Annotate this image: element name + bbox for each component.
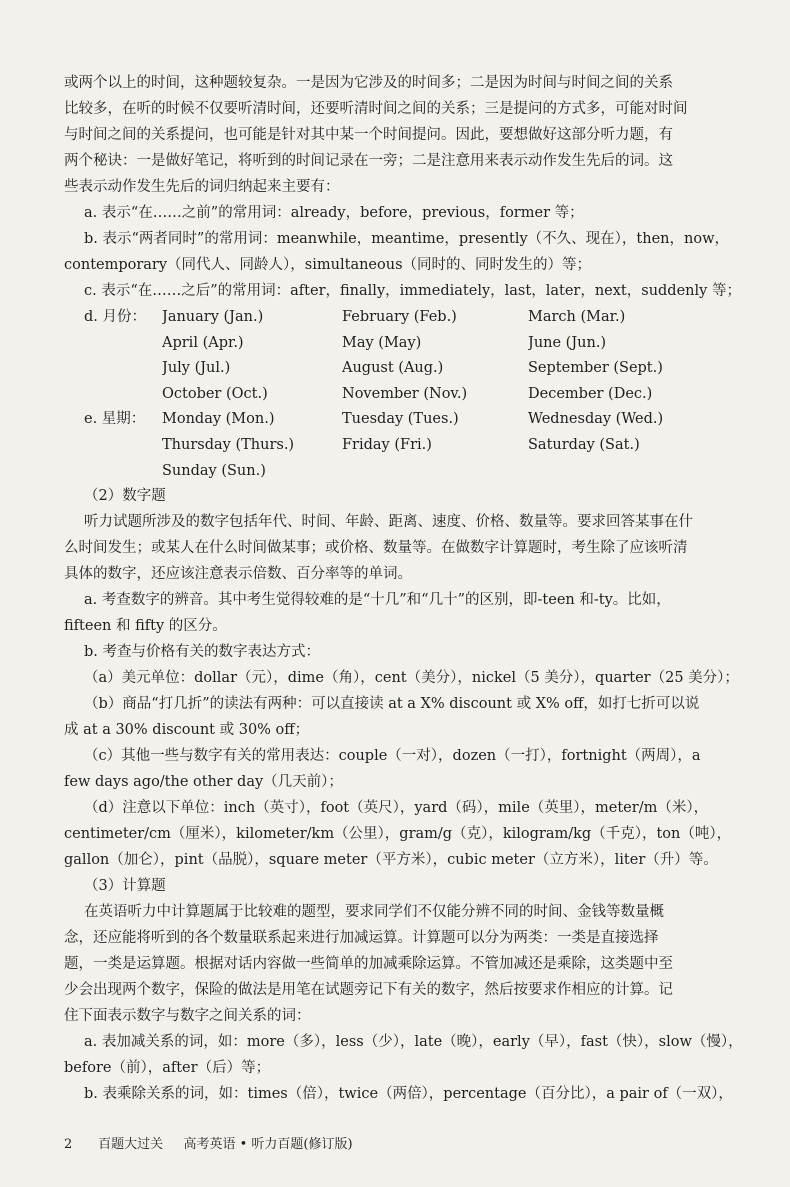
intro-paragraph	[64, 70, 776, 200]
months-table	[64, 304, 776, 406]
months-label: d. 月份：	[84, 309, 146, 325]
text-line: 比较多，在听的时候不仅要听清时间，还要听清时间之间的关系；三是提问的方式多，可能对时间	[64, 101, 688, 117]
weekday-cell: Friday (Fri.)	[342, 436, 432, 453]
numbers-item-b-c: （c）其他一些与数字有关的常用表达：couple（一对），dozen（一打），fortnight（两周），a	[84, 748, 701, 765]
weekday-cell: Tuesday (Tues.)	[342, 411, 459, 428]
section-title-numbers: （2）数字题	[84, 488, 166, 505]
month-cell: August (Aug.)	[342, 360, 444, 377]
text-line: 具体的数字，还应该注意表示倍数、百分率等的单词。	[64, 566, 412, 583]
text-line: 题，一类是运算题。根据对话内容做一些简单的加减乘除运算。不管加减还是乘除，这类题中至	[64, 956, 673, 973]
month-cell: May (May)	[342, 334, 422, 351]
weekday-cell: Monday (Mon.)	[162, 411, 275, 428]
section-title-calculation: （3）计算题	[84, 878, 166, 895]
numbers-paragraph	[64, 509, 776, 587]
month-cell: July (Jul.)	[162, 360, 231, 377]
month-cell: October (Oct.)	[162, 385, 268, 402]
month-cell: March (Mar.)	[528, 309, 626, 325]
numbers-item-a: a. 考查数字的辨音。其中考生觉得较难的是“十几”和“几十”的区别，即-teen 和-ty。比如，	[84, 592, 671, 609]
weekday-cell: Saturday (Sat.)	[528, 436, 640, 453]
month-cell: April (Apr.)	[162, 334, 244, 351]
page-number: 2	[64, 1137, 73, 1152]
list-item-a: a. 表示“在……之前”的常用词：already，before，previous，former 等；	[84, 205, 584, 221]
calc-item-a-cont: before（前），after（后）等；	[64, 1060, 271, 1077]
text-line: 两个秘诀：一是做好笔记，将听到的时间记录在一旁；二是注意用来表示动作发生先后的词。这	[64, 153, 673, 169]
list-item-c: c. 表示“在……之后”的常用词：after，finally，immediately，last，later，next，suddenly 等；	[84, 283, 741, 299]
calculation-paragraph	[64, 899, 776, 1029]
numbers-item-b: b. 考查与价格有关的数字表达方式：	[84, 644, 320, 661]
calc-item-b: b. 表乘除关系的词，如：times（倍），twice（两倍），percentage（百分比），a pair of（一双），	[84, 1086, 733, 1103]
month-cell: September (Sept.)	[528, 360, 663, 377]
month-cell: June (Jun.)	[528, 334, 607, 351]
list-item-b-cont: contemporary（同代人、同龄人），simultaneous（同时的、同时发生的）等；	[64, 257, 592, 273]
text-line: 在英语听力中计算题属于比较难的题型，要求同学们不仅能分辨不同的时间、金钱等数量概	[84, 904, 664, 921]
page-body	[64, 70, 776, 1107]
numbers-item-b-d: （d）注意以下单位：inch（英寸），foot（英尺），yard（码），mile（英里），meter/m（米），	[84, 800, 709, 817]
month-cell: January (Jan.)	[162, 309, 264, 325]
text-line: 与时间之间的关系提问，也可能是针对其中某一个时间提问。因此，要想做好这部分听力题，有	[64, 127, 673, 143]
list-item-b: b. 表示“两者同时”的常用词：meanwhile，meantime，presently（不久、现在），then，now，	[84, 231, 729, 247]
month-cell: November (Nov.)	[342, 385, 468, 402]
text-line: 念，还应能将听到的各个数量联系起来进行加减运算。计算题可以分为两类：一类是直接选择	[64, 930, 659, 947]
calc-item-a: a. 表加减关系的词，如：more（多），less（少），late（晚），early（早），fast（快），slow（慢），	[84, 1034, 743, 1051]
numbers-item-b-b-cont: 成 at a 30% discount 或 30% off；	[64, 722, 310, 739]
week-label: e. 星期：	[84, 411, 146, 428]
text-line: 听力试题所涉及的数字包括年代、时间、年龄、距离、速度、价格、数量等。要求回答某事在什	[84, 514, 693, 531]
numbers-item-b-d-cont: gallon（加仑），pint（品脱），square meter（平方米），cubic meter（立方米），liter（升）等。	[64, 852, 718, 869]
text-line: 或两个以上的时间，这种题较复杂。一是因为它涉及的时间多；二是因为时间与时间之间的关系	[64, 75, 673, 91]
numbers-item-b-c-cont: few days ago/the other day（几天前）；	[64, 774, 343, 791]
weekday-cell: Thursday (Thurs.)	[162, 436, 295, 453]
page-footer	[64, 1133, 353, 1152]
numbers-item-b-b: （b）商品“打几折”的读法有两种：可以直接读 at a X% discount 或 X% off，如打七折可以说	[84, 696, 700, 713]
series-title: 百题大过关	[98, 1137, 164, 1152]
numbers-item-b-d-cont: centimeter/cm（厘米），kilometer/km（公里），gram/g（克），kilogram/kg（千克），ton（吨），	[64, 826, 732, 843]
weekday-cell: Sunday (Sun.)	[162, 462, 266, 479]
text-line: 些表示动作发生先后的词归纳起来主要有：	[64, 179, 340, 195]
month-cell: February (Feb.)	[342, 309, 457, 325]
text-line: 少会出现两个数字，保险的做法是用笔在试题旁记下有关的数字，然后按要求作相应的计算。记	[64, 982, 673, 999]
weekday-cell: Wednesday (Wed.)	[528, 411, 664, 428]
numbers-item-b-a: （a）美元单位：dollar（元），dime（角），cent（美分），nickel（5 美分），quarter（25 美分）；	[84, 670, 739, 687]
book-title: 高考英语 • 听力百题(修订版)	[183, 1137, 353, 1152]
weekdays-table	[64, 406, 776, 483]
text-line: 住下面表示数字与数字之间关系的词：	[64, 1008, 311, 1025]
text-line: 么时间发生；或某人在什么时间做某事；或价格、数量等。在做数字计算题时，考生除了应该听清	[64, 540, 688, 557]
month-cell: December (Dec.)	[528, 385, 653, 402]
numbers-item-a-cont: fifteen 和 fifty 的区分。	[64, 618, 227, 635]
